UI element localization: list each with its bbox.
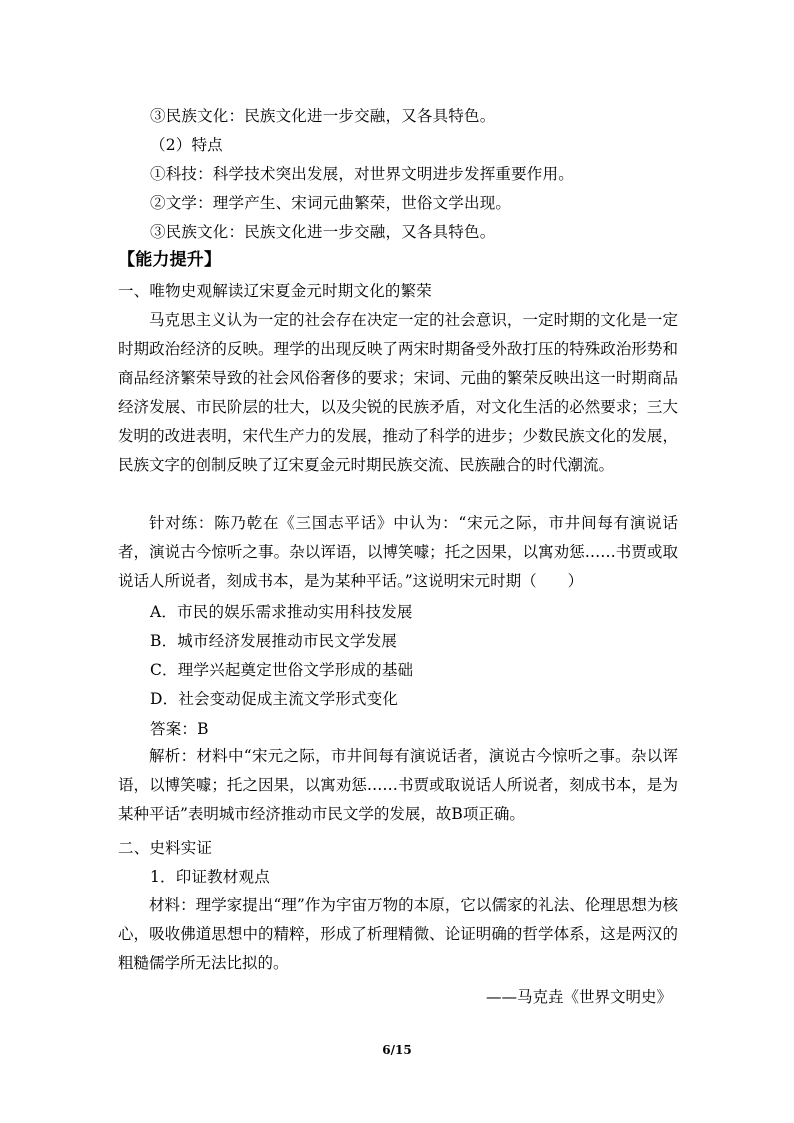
practice-question: 针对练：陈乃乾在《三国志平话》中认为：“宋元之际，市井间每有演说话者，演说古今惊听之事。杂以诨语，以博笑噱；托之因果，以寓劝惩……书贾或取说话人所说者，刻成书本，是为某种平话。”这说明宋元时期（ ） [118,514,678,590]
citation: ——马克垚《世界文明史》 [485,988,672,1006]
part1-title: 一、唯物史观解读辽宋夏金元时期文化的繁荣 [118,282,433,300]
part1-paragraph: 马克思主义认为一定的社会存在决定一定的社会意识，一定时期的文化是一定时期政治经济的反映。理学的出现反映了两宋时期备受外敌打压的特殊政治形势和商品经济繁荣导致的社会风俗奢侈的要求；宋词、元曲的繁荣反映出这一时期商品经济发展、市民阶层的壮大，以及尖锐的民族矛盾，对文化生活的必然要求；三大发明的改进表明，宋代生产力的发展，推动了科学的进步；少数民族文化的发展，民族文字的创制反映了辽宋夏金元时期民族交流、民族融合的时代潮流。 [118,311,678,474]
material-paragraph: 材料：理学家提出“理”作为宇宙万物的本原，它以儒家的礼法、伦理思想为核心，吸收佛道思想中的精粹，形成了析理精微、论证明确的哲学体系，这是两汉的粗糙儒学所无法比拟的。 [118,896,678,972]
section-heading: 【能力提升】 [118,250,222,270]
answer: 答案：B [150,720,209,738]
part2-title: 二、史料实证 [118,839,213,857]
analysis: 解析：材料中“宋元之际，市井间每有演说话者，演说古今惊听之事。杂以诨语，以博笑噱；托之因果，以寓劝惩……书贾或取说话人所说者，刻成书本，是为某种平话”表明城市经济推动市民文学的发展，故B项正确。 [118,747,678,823]
option-c: C．理学兴起奠定世俗文学形成的基础 [150,661,414,679]
option-a: A．市民的娱乐需求推动实用科技发展 [150,603,413,621]
top-item-3: ①科技：科学技术突出发展，对世界文明进步发挥重要作用。 [150,165,574,183]
page-number: 6/15 [382,1043,412,1057]
top-item-5: ③民族文化：民族文化进一步交融，又各具特色。 [150,223,496,241]
part2-subtitle: 1．印证教材观点 [150,868,270,886]
top-item-4: ②文学：理学产生、宋词元曲繁荣，世俗文学出现。 [150,194,512,212]
top-item-2: （2）特点 [150,136,223,154]
option-b: B．城市经济发展推动市民文学发展 [150,632,398,650]
top-item-1: ③民族文化：民族文化进一步交融，又各具特色。 [150,107,496,125]
option-d: D．社会变动促成主流文学形式变化 [150,690,399,708]
